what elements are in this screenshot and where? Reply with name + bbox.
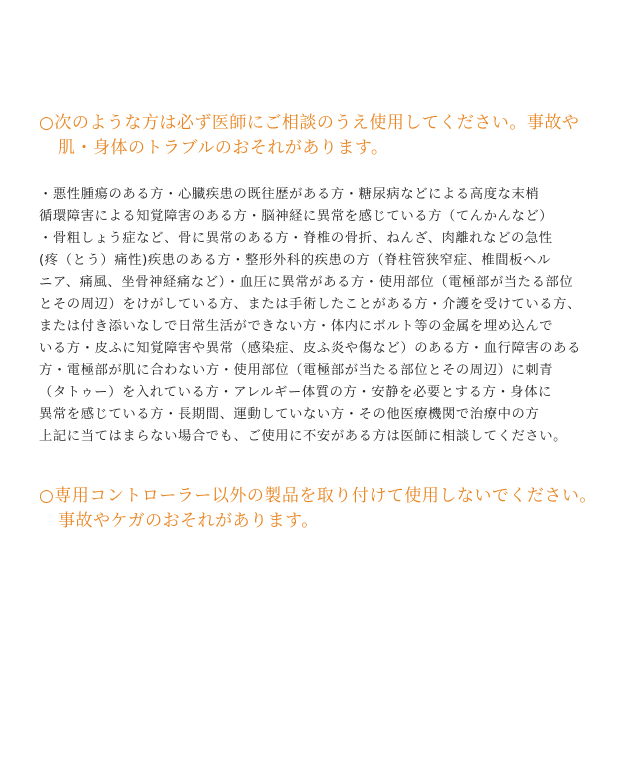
conditions-line: (疼（とう）痛性)疾患のある方・整形外科的疾患の方（脊柱管狭窄症、椎間板ヘル	[39, 253, 551, 268]
conditions-line: とその周辺）をけがしている方、または手術したことがある方・介護を受けている方、	[39, 297, 581, 312]
notice-consult-doctor	[39, 111, 619, 161]
notice-line: 事故やケガのおそれがあります。	[58, 511, 319, 531]
conditions-list	[39, 184, 619, 448]
conditions-line: 方・電極部が肌に合わない方・使用部位（電極部が当たる部位とその周辺）に刺青	[39, 363, 554, 378]
notice-line: ○次のような方は必ず医師にご相談のうえ使用してください。事故や	[39, 113, 580, 133]
conditions-line: ・悪性腫瘍のある方・心臓疾患の既往歴がある方・糖尿病などによる高度な末梢	[39, 187, 540, 202]
notice-line: ○専用コントローラー以外の製品を取り付けて使用しないでください。	[39, 486, 597, 506]
notice-controller-only	[39, 484, 619, 534]
conditions-line: （タトゥー）を入れている方・アレルギー体質の方・安静を必要とする方・身体に	[39, 385, 552, 400]
notice-line: 肌・身体のトラブルのおそれがあります。	[58, 138, 389, 158]
conditions-line: ・骨粗しょう症など、骨に異常のある方・脊椎の骨折、ねんざ、肉離れなどの急性	[39, 231, 553, 246]
conditions-line: または付き添いなしで日常生活ができない方・体内にボルト等の金属を埋め込んで	[39, 319, 554, 334]
conditions-line: 循環障害による知覚障害のある方・脳神経に異常を感じている方（てんかんなど）	[39, 209, 554, 224]
conditions-line: ニア、痛風、坐骨神経痛など）・血圧に異常がある方・使用部位（電極部が当たる部位	[39, 275, 574, 290]
conditions-line: 上記に当てはまらない場合でも、ご使用に不安がある方は医師に相談してください。	[39, 429, 568, 444]
conditions-line: いる方・皮ふに知覚障害や異常（感染症、皮ふ炎や傷など）のある方・血行障害のある	[39, 341, 581, 356]
conditions-line: 異常を感じている方・長期間、運動していない方・その他医療機関で治療中の方	[39, 407, 540, 422]
